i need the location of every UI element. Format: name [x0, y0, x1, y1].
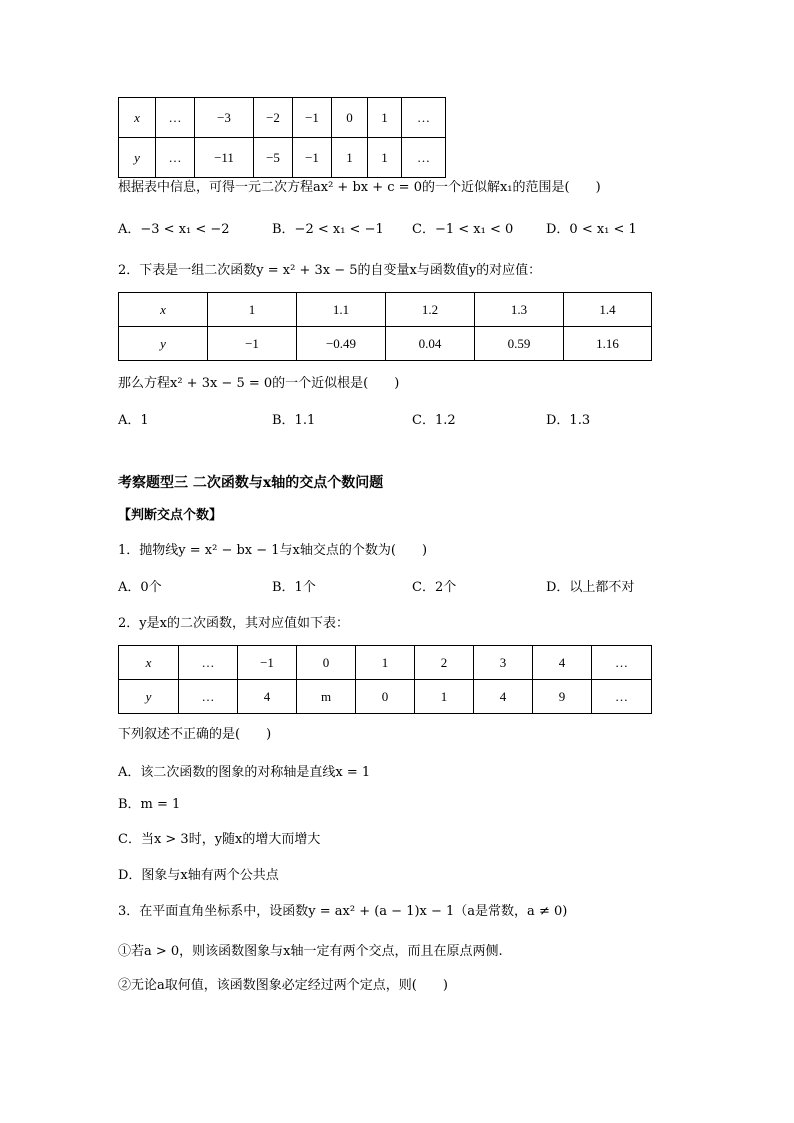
table-cell: 3 — [474, 646, 533, 680]
table-cell: … — [156, 138, 195, 178]
table-cell: m — [297, 680, 356, 714]
question-text: 下列叙述不正确的是( ) — [118, 727, 272, 742]
table-cell: 0 — [297, 646, 356, 680]
table-cell: 0 — [332, 98, 368, 138]
table-row — [119, 327, 652, 361]
question-text: 那么方程x² + 3x − 5 = 0的一个近似根是( ) — [118, 376, 400, 391]
table-cell: 4 — [238, 680, 297, 714]
table-cell: 9 — [533, 680, 592, 714]
table-body — [119, 646, 652, 714]
table-row-header: x — [119, 646, 179, 680]
option-c: C．当x > 3时，y随x的增大而增大 — [118, 832, 321, 847]
table-cell: −0.49 — [297, 327, 386, 361]
table-cell: −1 — [293, 98, 332, 138]
subsection-title: 【判断交点个数】 — [118, 508, 223, 523]
table-cell: … — [592, 680, 652, 714]
table-row — [119, 293, 652, 327]
table-row-header: x — [119, 98, 156, 138]
table-cell: … — [402, 98, 446, 138]
table-cell: 1.4 — [564, 293, 652, 327]
option-a: A．−3 < x₁ < −2 — [118, 222, 230, 237]
section-title: 考察题型三 二次函数与x轴的交点个数问题 — [118, 475, 384, 491]
option-d: D．1.3 — [546, 413, 591, 428]
table-row — [119, 98, 446, 138]
option-d: D．0 < x₁ < 1 — [546, 222, 637, 237]
table-cell: 2 — [415, 646, 474, 680]
table-cell: 1.16 — [564, 327, 652, 361]
option-a: A．0个 — [118, 580, 162, 595]
table-cell: … — [156, 98, 195, 138]
table-cell: −11 — [195, 138, 254, 178]
option-c: C．1.2 — [412, 413, 456, 428]
table-row-header: x — [119, 293, 208, 327]
statement-2: ②无论a取何值，该函数图象必定经过两个定点，则( ) — [118, 978, 448, 993]
table-row — [119, 646, 652, 680]
table-cell: −1 — [208, 327, 297, 361]
table-values-3 — [118, 645, 652, 714]
table-cell: 1 — [368, 138, 402, 178]
table-cell: 1.3 — [475, 293, 564, 327]
option-a: A．1 — [118, 413, 149, 428]
table-cell: … — [402, 138, 446, 178]
option-d: D．图象与x轴有两个公共点 — [118, 868, 279, 883]
table-cell: 1 — [208, 293, 297, 327]
table-row — [119, 680, 652, 714]
question-text: 2．y是x的二次函数，其对应值如下表： — [118, 616, 349, 631]
table-cell: 1.2 — [386, 293, 475, 327]
table-body — [119, 293, 652, 361]
question-text: 根据表中信息，可得一元二次方程ax² + bx + c = 0的一个近似解x₁的范围是( ) — [118, 180, 601, 195]
table-cell: 1 — [356, 646, 415, 680]
option-a: A．该二次函数的图象的对称轴是直线x = 1 — [118, 765, 371, 780]
table-row-header: y — [119, 138, 156, 178]
table-cell: −3 — [195, 98, 254, 138]
table-cell: 0.04 — [386, 327, 475, 361]
question-text: 2．下表是一组二次函数y = x² + 3x − 5的自变量x与函数值y的对应值： — [118, 263, 542, 278]
statement-1: ①若a > 0，则该函数图象与x轴一定有两个交点，而且在原点两侧. — [118, 944, 503, 959]
table-values-2 — [118, 292, 652, 361]
option-c: C．2个 — [412, 580, 457, 595]
table-cell: 1 — [415, 680, 474, 714]
table-cell: … — [179, 646, 238, 680]
question-text: 3．在平面直角坐标系中，设函数y = ax² + (a − 1)x − 1（a是常数，a ≠ 0) — [118, 904, 568, 919]
table-cell: −5 — [254, 138, 293, 178]
table-body — [119, 98, 446, 178]
option-b: B．m = 1 — [118, 797, 181, 812]
option-d: D．以上都不对 — [546, 580, 635, 595]
table-row-header: y — [119, 327, 208, 361]
table-cell: 1 — [332, 138, 368, 178]
table-cell: 1.1 — [297, 293, 386, 327]
table-row-header: y — [119, 680, 179, 714]
table-cell: … — [179, 680, 238, 714]
question-text: 1．抛物线y = x² − bx − 1与x轴交点的个数为( ) — [118, 543, 428, 558]
table-cell: … — [592, 646, 652, 680]
table-cell: 4 — [474, 680, 533, 714]
table-cell: 4 — [533, 646, 592, 680]
table-cell: −2 — [254, 98, 293, 138]
option-b: B．1个 — [272, 580, 316, 595]
table-cell: −1 — [293, 138, 332, 178]
table-cell: 0.59 — [475, 327, 564, 361]
table-values-1 — [118, 97, 446, 178]
table-cell: 0 — [356, 680, 415, 714]
option-c: C．−1 < x₁ < 0 — [412, 222, 514, 237]
option-b: B．−2 < x₁ < −1 — [272, 222, 384, 237]
table-cell: 1 — [368, 98, 402, 138]
option-b: B．1.1 — [272, 413, 316, 428]
table-cell: −1 — [238, 646, 297, 680]
table-row — [119, 138, 446, 178]
